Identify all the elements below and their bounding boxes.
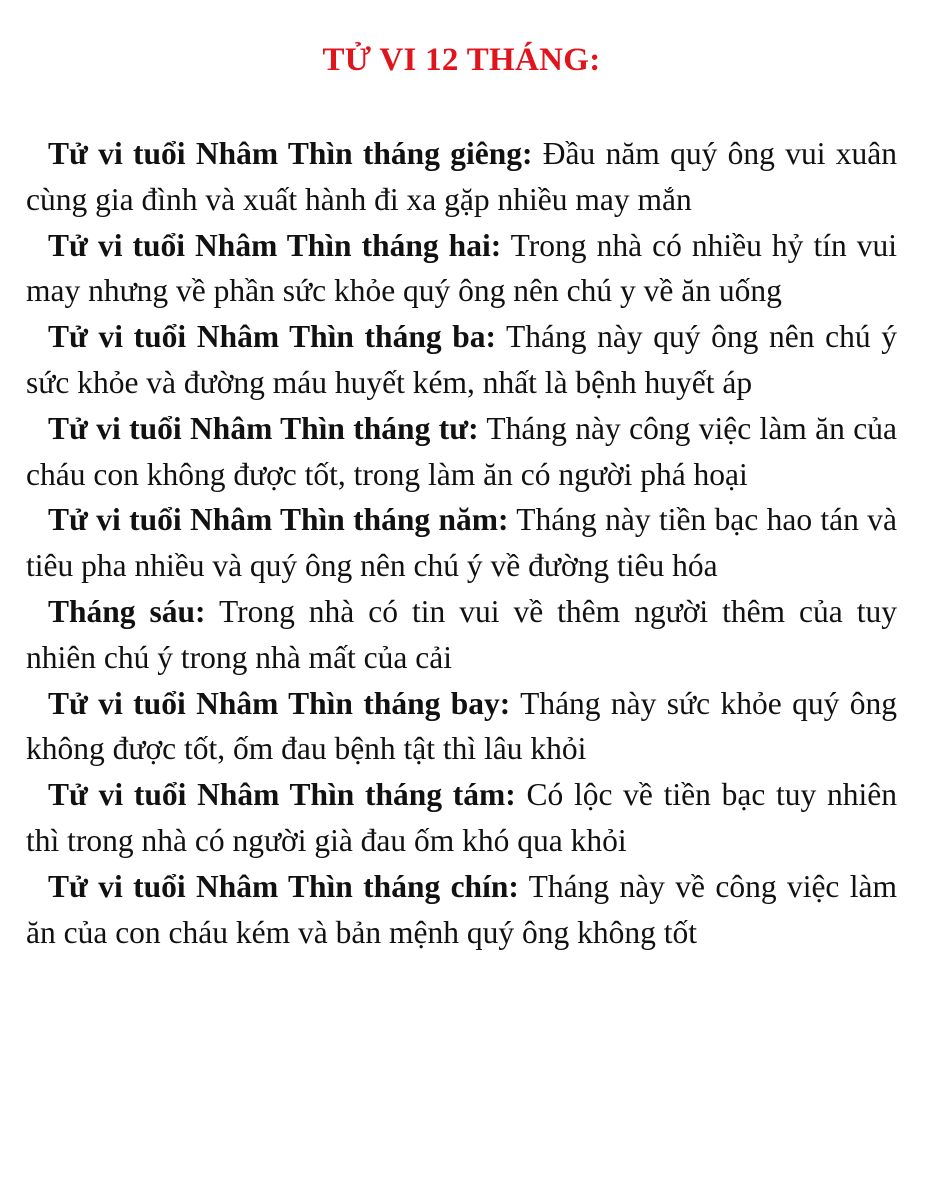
- entry-text: Tháng này quý ông nên chú ý sức khỏe và đường máu huyết kém, nhất là bệnh huyết áp: [26, 319, 897, 400]
- entry-text: Có lộc về tiền bạc tuy nhiên thì trong nhà có người già đau ốm khó qua khỏi: [26, 777, 897, 858]
- page-title: TỬ VI 12 THÁNG:: [322, 42, 601, 78]
- month-entry-8: [26, 772, 897, 864]
- month-entry-3: [26, 314, 897, 406]
- entry-heading: Tử vi tuổi Nhâm Thìn tháng giêng:: [48, 136, 533, 171]
- entry-text: Tháng này tiền bạc hao tán và tiêu pha nhiều và quý ông nên chú ý về đường tiêu hóa: [26, 502, 897, 584]
- entry-text: Tháng này về công việc làm ăn của con cháu kém và bản mệnh quý ông không tốt: [26, 868, 897, 950]
- entry-heading: Tử vi tuổi Nhâm Thìn tháng ba:: [48, 319, 496, 355]
- month-entry-1: [26, 131, 897, 223]
- entry-text: Trong nhà có nhiều hỷ tín vui may nhưng về phần sức khỏe quý ông nên chú y về ăn uống: [26, 227, 897, 309]
- entry-heading: Tử vi tuổi Nhâm Thìn tháng năm:: [48, 502, 509, 538]
- entry-text: Trong nhà có tin vui về thêm người thêm của tuy nhiên chú ý trong nhà mất của cải: [26, 593, 897, 675]
- month-entry-5: [26, 497, 897, 589]
- month-entry-4: [26, 406, 897, 498]
- month-entry-9: [26, 864, 897, 956]
- entry-heading: Tử vi tuổi Nhâm Thìn tháng hai:: [48, 227, 502, 263]
- entry-text: Tháng này sức khỏe quý ông không được tốt, ốm đau bệnh tật thì lâu khỏi: [26, 685, 897, 767]
- entry-heading: Tử vi tuổi Nhâm Thìn tháng bay:: [48, 685, 511, 721]
- month-entry-7: [26, 681, 897, 773]
- entry-heading: Tử vi tuổi Nhâm Thìn tháng tư:: [48, 410, 479, 446]
- month-entry-6: [26, 589, 897, 681]
- entry-text: Đầu năm quý ông vui xuân cùng gia đình và xuất hành đi xa gặp nhiều may mắn: [26, 136, 897, 217]
- entry-heading: Tháng sáu:: [48, 593, 206, 629]
- entry-heading: Tử vi tuổi Nhâm Thìn tháng tám:: [48, 777, 516, 813]
- entry-text: Tháng này công việc làm ăn của cháu con không được tốt, trong làm ăn có người phá hoại: [26, 410, 897, 492]
- month-entries: [26, 131, 897, 955]
- entry-heading: Tử vi tuổi Nhâm Thìn tháng chín:: [48, 868, 519, 904]
- month-entry-2: [26, 223, 897, 315]
